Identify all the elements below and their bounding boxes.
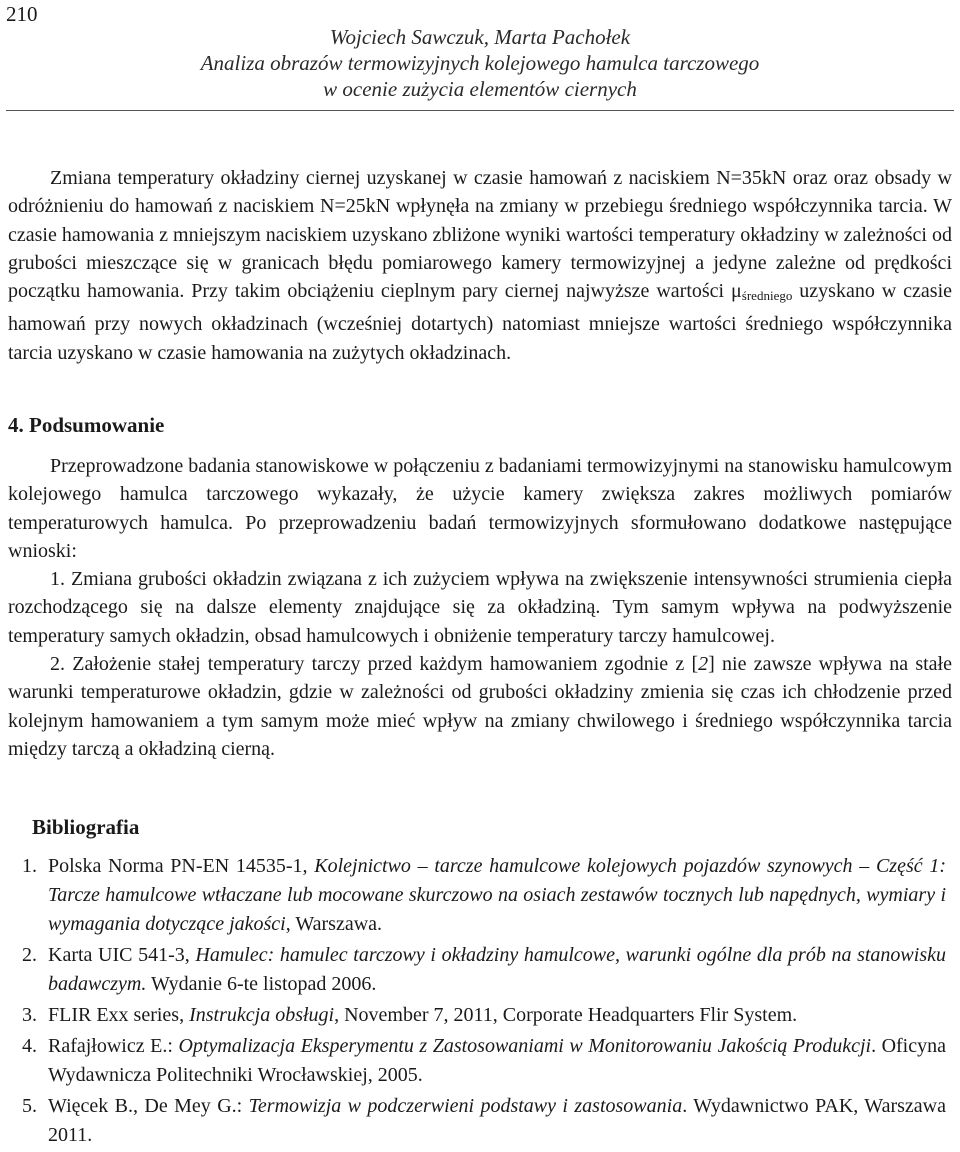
reference-tail: . Oficyna Wydawnicza Politechniki Wrocławskiej, 2005. (48, 1035, 946, 1086)
header-divider (6, 110, 954, 111)
paragraph-temperature-change (8, 164, 952, 367)
reference-number: 1. (22, 855, 37, 877)
reference-tail: . Wydawnictwo PAK, Warszawa 2011. (48, 1095, 946, 1146)
bibliography-heading: Bibliografia (32, 815, 140, 839)
reference-item (22, 1032, 946, 1090)
conclusion-number: 2. (50, 653, 65, 676)
mu-subscript: średniego (741, 288, 793, 304)
reference-item (22, 1001, 946, 1030)
reference-tail: , November 7, 2011, Corporate Headquarters Flir System. (334, 1004, 798, 1026)
reference-text: Więcek B., De Mey G.: (48, 1095, 249, 1117)
conclusion-number: 1. (50, 568, 65, 591)
page-number: 210 (6, 2, 38, 26)
reference-title: Hamulec: hamulec tarczowy i okładziny hamulcowe, warunki ogólne dla prób na stanowisku badawczym. (48, 944, 946, 995)
reference-title: Optymalizacja Eksperymentu z Zastosowaniami w Monitorowaniu Jakością Produkcji (178, 1035, 872, 1057)
reference-number: 5. (22, 1095, 37, 1117)
reference-text: Karta UIC 541-3, (48, 944, 196, 966)
reference-list (22, 852, 946, 1152)
running-header (0, 24, 960, 102)
reference-text: FLIR Exx series, (48, 1004, 190, 1026)
reference-text: Rafajłowicz E.: (48, 1035, 179, 1057)
reference-item (22, 852, 946, 939)
section-heading-summary: 4. Podsumowanie (8, 413, 165, 437)
header-title-line1: Analiza obrazów termowizyjnych kolejowego hamulca tarczowego (200, 51, 760, 75)
conclusion-item-2 (8, 650, 952, 763)
header-authors: Wojciech Sawczuk, Marta Pachołek (329, 25, 631, 49)
paragraph-text-part1: Zmiana temperatury okładziny ciernej uzyskanej w czasie hamowań z naciskiem N=35kN oraz oraz obsady w odróżnieniu do hamowań z naciskiem N=25kN wpłynęła na zmiany w przebiegu średniego współczynnika tarcia. W czasie hamowania z mniejszym naciskiem uzyskano zbliżone wyniki wartości temperatury okładziny w zależności od grubości mieszczące się w granicach błędu pomiarowego kamery termowizyjnej a jedyne zależne od prędkości początku hamowania. Przy takim obciążeniu cieplnym pary ciernej najwyższe wartości μ (8, 167, 952, 303)
summary-intro (8, 452, 952, 565)
conclusion-text-b: ] nie zawsze wpływa na stałe warunki temperaturowe okładzin, gdzie w zależności od grubości okładziny zmienia się czas ich chłodzenie przed kolejnym hamowaniem a tym samym może mieć wpływ na zmiany chwilowego i średniego współczynnika tarcia między tarczą a okładziną cierną. (8, 653, 952, 760)
reference-title: Termowizja w podczerwieni podstawy i zastosowania (248, 1095, 683, 1117)
conclusion-text: Zmiana grubości okładzin związana z ich zużyciem wpływa na zwiększenie intensywności strumienia ciepła rozchodzącego się na dalsze elementy znajdujące się za okładziną. Tym samym wpływa na podwyższenie temperatury samych okładzin, obsad hamulcowych i obniżenie temperatury tarczy hamulcowej. (8, 568, 953, 647)
reference-number: 2. (22, 944, 37, 966)
paragraph-text-part2: uzyskano w czasie hamowań przy nowych okładzinach (wcześniej dotartych) natomiast mniejsze wartości średniego współczynnika tarcia uzyskano w czasie hamowania na zużytych okładzinach. (8, 280, 953, 364)
conclusion-item-1 (8, 565, 952, 650)
reference-tail: Wydanie 6-te listopad 2006. (146, 973, 377, 995)
reference-title: Kolejnictwo – tarcze hamulcowe kolejowych pojazdów szynowych – Część 1: Tarcze hamulcowe wtłaczane lub mocowane skurczowo na osiach zestawów tocznych lub napędnych, wymiary i wymagania dotyczące jakości (48, 855, 946, 935)
reference-number: 4. (22, 1035, 37, 1057)
reference-title: Instrukcja obsługi (189, 1004, 335, 1026)
header-title-line2: w ocenie zużycia elementów ciernych (323, 77, 637, 101)
reference-item (22, 941, 946, 999)
conclusion-text-a: Założenie stałej temperatury tarczy przed każdym hamowaniem zgodnie z [ (72, 653, 699, 676)
reference-tail: , Warszawa. (285, 913, 383, 935)
citation-ref: 2 (698, 653, 709, 676)
summary-intro-text: Przeprowadzone badania stanowiskowe w połączeniu z badaniami termowizyjnymi na stanowisku hamulcowym kolejowego hamulca tarczowego wykazały, że użycie kamery zwiększa zakres możliwych pomiarów temperaturowych hamulca. Po przeprowadzeniu badań termowizyjnych sformułowano dodatkowe następujące wnioski: (8, 455, 952, 562)
reference-number: 3. (22, 1004, 37, 1026)
reference-item (22, 1092, 946, 1150)
reference-text: Polska Norma PN-EN 14535-1, (48, 855, 315, 877)
summary-body (8, 452, 952, 763)
